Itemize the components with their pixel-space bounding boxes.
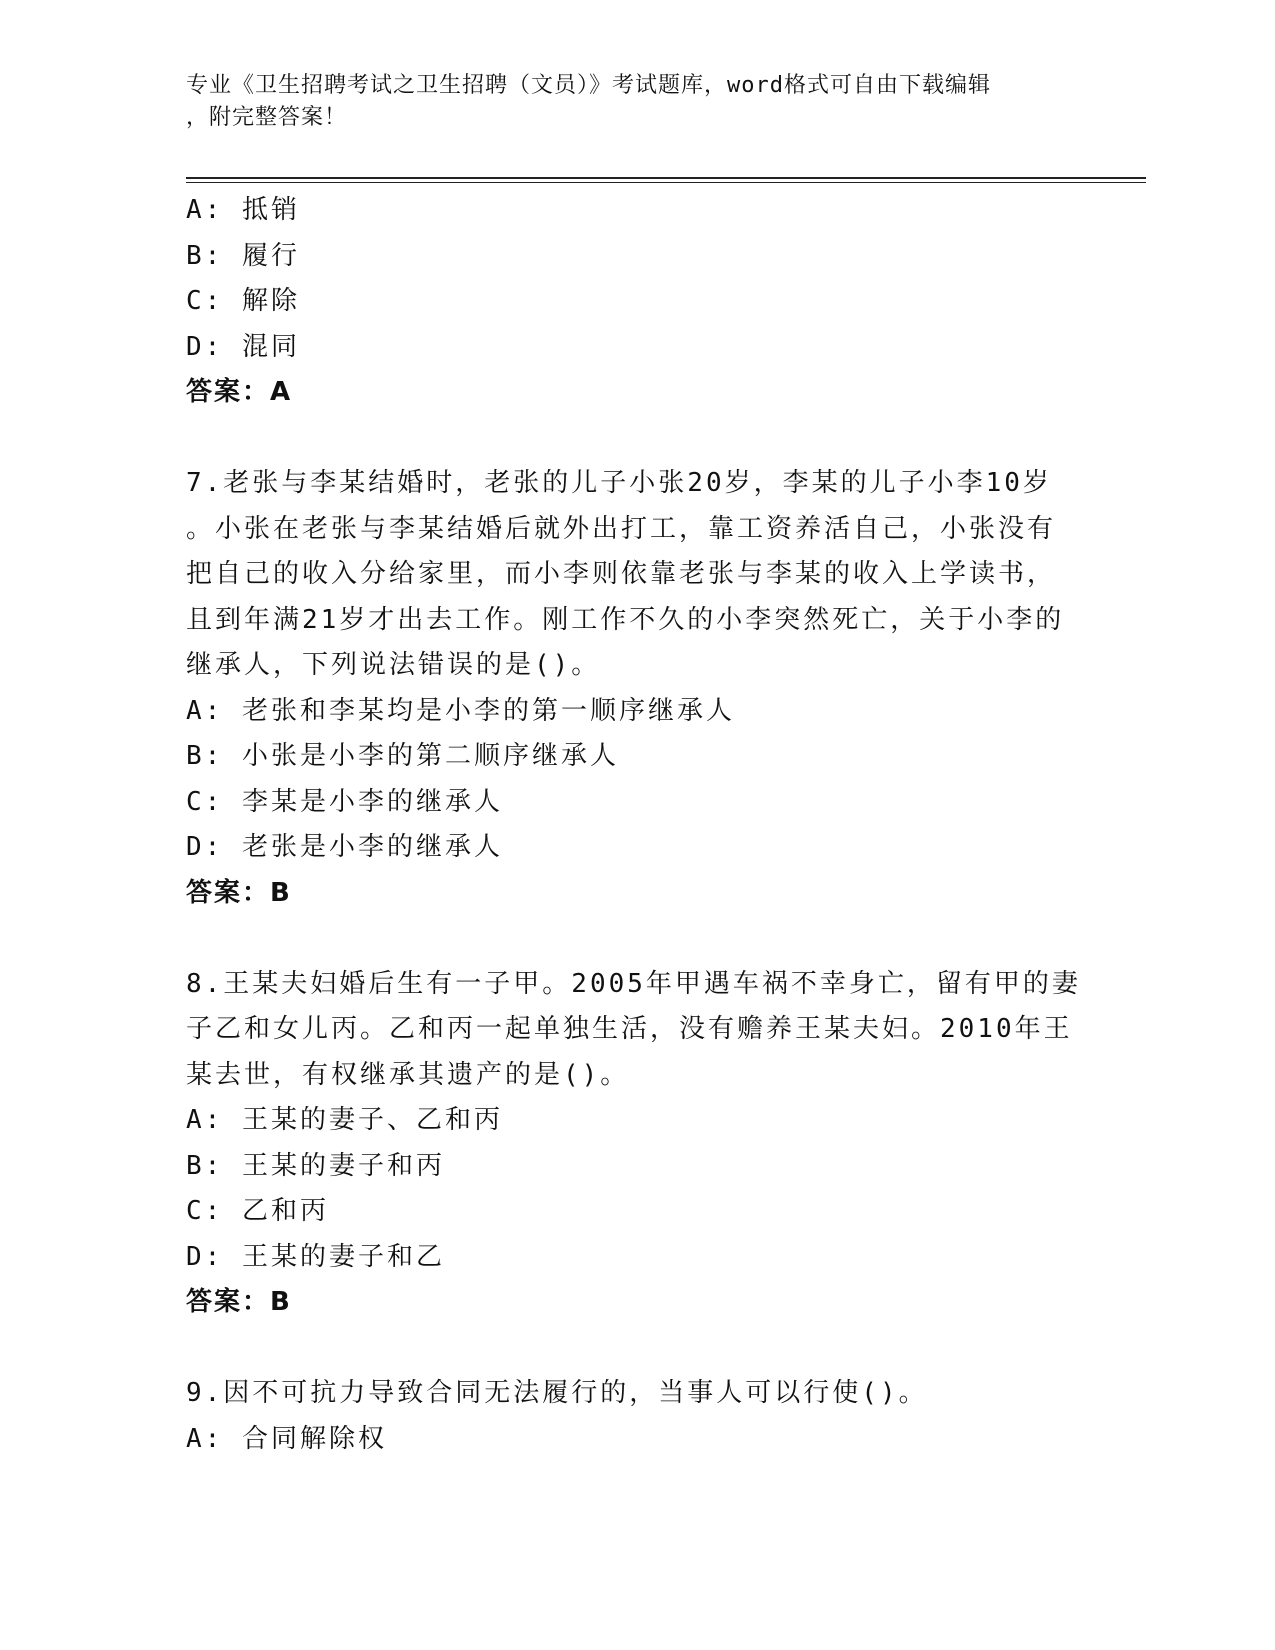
option-d: D: 老张是小李的继承人 [186,832,503,862]
question-stem-line: 把自己的收入分给家里，而小李则依靠老张与李某的收入上学读书， [186,559,1057,589]
question-stem-line: 且到年满21岁才出去工作。刚工作不久的小李突然死亡，关于小李的 [186,604,1065,635]
option-c: C: 李某是小李的继承人 [186,786,503,817]
header-line-1: 专业《卫生招聘考试之卫生招聘（文员）》考试题库，word格式可自由下载编辑 [186,73,991,98]
question-stem-line: 某去世，有权继承其遗产的是()。 [186,1059,630,1090]
option-a: A: 王某的妻子、乙和丙 [186,1105,503,1135]
option-d: D: 混同 [186,331,300,362]
header-line-2: ，附完整答案！ [186,105,348,130]
question-6 [186,188,1086,416]
answer: 答案：A [186,377,293,407]
question-stem-line: 继承人，下列说法错误的是()。 [186,650,601,680]
header-divider-thick [186,177,1146,179]
question-9 [186,1371,1086,1462]
question-stem-line: 8.王某夫妇婚后生有一子甲。2005年甲遇车祸不幸身亡，留有甲的妻 [186,968,1081,999]
question-stem-line: 子乙和女儿丙。乙和丙一起单独生活，没有赡养王某夫妇。2010年王 [186,1014,1073,1044]
option-a: A: 合同解除权 [186,1423,387,1454]
option-b: B: 小张是小李的第二顺序继承人 [186,741,619,771]
question-stem-line: 7.老张与李某结婚时，老张的儿子小张20岁，李某的儿子小李10岁 [186,468,1052,498]
header-divider-thin [186,182,1146,183]
document-body [186,188,1086,1462]
spacer [186,416,1086,462]
spacer [186,916,1086,962]
question-stem-line: 9.因不可抗力导致合同无法履行的，当事人可以行使()。 [186,1378,928,1408]
question-8 [186,962,1086,1326]
question-7 [186,461,1086,916]
answer: 答案：B [186,877,292,908]
option-a: A: 老张和李某均是小李的第一顺序继承人 [186,695,735,726]
answer: 答案：B [186,1287,292,1317]
spacer [186,1326,1086,1372]
option-b: B: 王某的妻子和丙 [186,1150,445,1181]
question-stem-line: 。小张在老张与李某结婚后就外出打工，靠工资养活自己，小张没有 [186,513,1057,544]
option-b: B: 履行 [186,240,300,271]
option-a: A: 抵销 [186,195,300,225]
option-c: C: 乙和丙 [186,1196,329,1226]
document-header [186,70,1086,134]
option-c: C: 解除 [186,286,300,316]
option-d: D: 王某的妻子和乙 [186,1241,445,1272]
